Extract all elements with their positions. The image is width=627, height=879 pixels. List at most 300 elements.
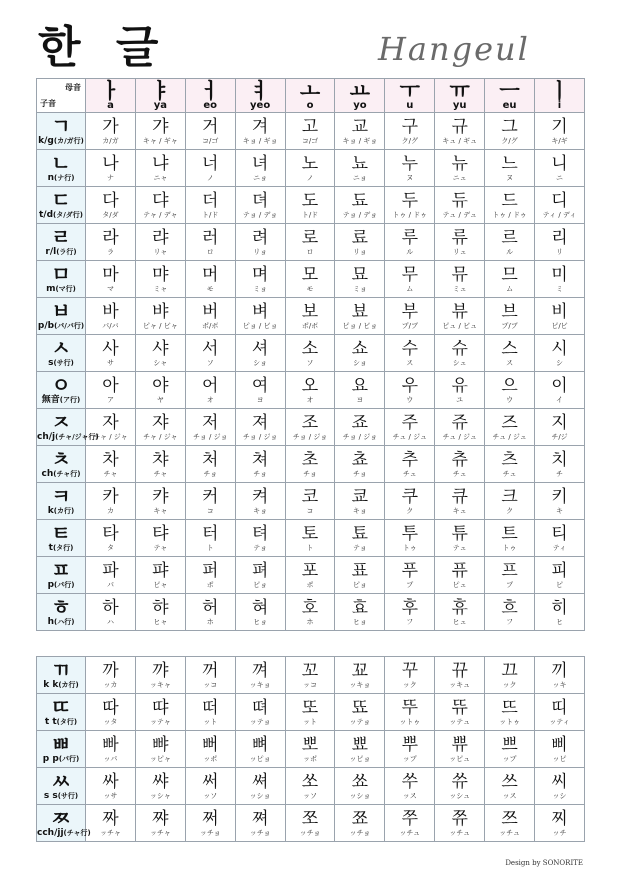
syllable-glyph: 무 — [401, 264, 418, 285]
syllable-kana: ッピョ — [249, 754, 271, 763]
syllable-glyph: 쪄 — [251, 808, 269, 829]
syllable-cell — [335, 113, 385, 150]
syllable-glyph: 캬 — [152, 486, 169, 507]
syllable-kana: ソ — [306, 358, 314, 367]
syllable-cell — [86, 657, 136, 694]
syllable-glyph: 허 — [202, 597, 219, 618]
page-title: 한 글 — [38, 22, 169, 73]
syllable-glyph: 부 — [401, 301, 418, 322]
consonant-glyph: ㅂ — [51, 299, 71, 323]
consonant-roman: p p — [42, 754, 59, 764]
syllable-glyph: 자 — [102, 412, 119, 433]
syllable-kana: テャ / デャ — [143, 210, 178, 219]
consonant-kana-row: (サ行) — [57, 792, 79, 800]
syllable-cell — [185, 261, 235, 298]
syllable-kana: プ/ブ — [401, 321, 418, 330]
syllable-cell — [235, 187, 285, 224]
syllable-glyph: 표 — [351, 560, 369, 581]
syllable-glyph: 댜 — [152, 190, 169, 211]
syllable-glyph: 껴 — [251, 660, 269, 681]
consonant-roman-line — [37, 506, 85, 516]
syllable-kana: ッチ — [552, 828, 567, 837]
syllable-kana: カ — [106, 506, 114, 515]
syllable-kana: ッチョ — [349, 828, 371, 837]
syllable-cell — [485, 557, 535, 594]
syllable-glyph: 서 — [202, 338, 219, 359]
syllable-cell — [385, 224, 435, 261]
syllable-kana: ス — [506, 358, 514, 367]
consonant-header — [37, 483, 86, 520]
vowel-header-yeo — [235, 79, 285, 113]
syllable-cell — [335, 372, 385, 409]
syllable-cell — [485, 520, 535, 557]
syllable-cell — [385, 372, 435, 409]
consonant-roman: p — [47, 580, 55, 590]
vowel-glyph: ㅕ — [249, 78, 271, 103]
vowel-glyph: ㅗ — [299, 78, 321, 103]
syllable-kana: ッカ — [103, 680, 118, 689]
syllable-cell — [135, 594, 185, 631]
consonant-row — [37, 483, 585, 520]
consonant-roman: t/d — [38, 210, 54, 220]
syllable-kana: シャ — [153, 358, 168, 367]
consonant-glyph: ㅅ — [51, 336, 71, 360]
syllable-glyph: 리 — [551, 227, 568, 248]
syllable-glyph: 여 — [251, 375, 269, 396]
syllable-kana: ピョ — [253, 580, 268, 589]
syllable-kana: ピュ / ビュ — [442, 321, 478, 330]
syllable-glyph: 며 — [251, 264, 269, 285]
consonant-kana-row: (カ行) — [58, 681, 79, 689]
syllable-cell — [485, 594, 535, 631]
syllable-cell — [385, 520, 435, 557]
syllable-glyph: 디 — [551, 190, 568, 211]
syllable-cell — [535, 594, 585, 631]
consonant-kana-row: (ハ行) — [54, 618, 75, 626]
syllable-glyph: 겨 — [251, 116, 269, 137]
syllable-cell — [335, 409, 385, 446]
syllable-glyph: 쎠 — [251, 771, 269, 792]
syllable-kana: ピョ / ビョ — [242, 321, 278, 330]
syllable-kana: イ — [556, 395, 563, 404]
consonant-roman-line — [37, 210, 85, 220]
syllable-glyph: 라 — [102, 227, 119, 248]
syllable-kana: ッコ — [303, 680, 317, 689]
syllable-kana: リョ — [253, 247, 268, 256]
syllable-kana: テャ — [153, 543, 168, 552]
syllable-kana: チョ / ジョ — [242, 432, 278, 441]
syllable-cell — [135, 657, 185, 694]
syllable-cell — [235, 731, 285, 768]
syllable-cell — [535, 409, 585, 446]
syllable-kana: ッテョ — [249, 717, 271, 726]
syllable-glyph: 포 — [301, 560, 319, 581]
syllable-kana: キュ / ギュ — [442, 136, 478, 145]
syllable-kana: ニ — [556, 173, 563, 182]
vowel-header-i — [535, 79, 585, 113]
consonant-glyph: ㅆ — [51, 769, 71, 793]
syllable-glyph: 브 — [501, 301, 518, 322]
syllable-cell — [435, 150, 485, 187]
syllable-kana: ヒョ — [352, 617, 367, 626]
consonant-roman-line — [37, 284, 85, 294]
syllable-cell — [385, 187, 435, 224]
syllable-cell — [485, 657, 535, 694]
syllable-kana: キョ / ギョ — [242, 136, 278, 145]
syllable-kana: コ/ゴ — [202, 136, 219, 145]
syllable-kana: ッシャ — [149, 791, 171, 800]
consonant-roman: ch — [41, 469, 54, 479]
syllable-glyph: 찌 — [551, 808, 568, 829]
consonant-roman-line — [37, 754, 85, 764]
syllable-glyph: 프 — [501, 560, 518, 581]
syllable-glyph: 보 — [301, 301, 319, 322]
syllable-kana: ッソ — [203, 791, 218, 800]
syllable-cell — [235, 446, 285, 483]
syllable-glyph: 쭈 — [401, 808, 418, 829]
syllable-glyph: 사 — [102, 338, 119, 359]
syllable-glyph: 쨔 — [152, 808, 169, 829]
syllable-cell — [285, 594, 335, 631]
consonant-glyph: ㄸ — [51, 695, 71, 719]
syllable-cell — [86, 483, 136, 520]
syllable-glyph: 마 — [102, 264, 119, 285]
syllable-cell — [135, 694, 185, 731]
syllable-cell — [335, 224, 385, 261]
syllable-glyph: 유 — [451, 375, 468, 396]
syllable-cell — [285, 409, 335, 446]
syllable-kana: ッキョ — [349, 680, 371, 689]
syllable-glyph: 어 — [202, 375, 219, 396]
syllable-glyph: 구 — [401, 116, 418, 137]
syllable-kana: カ/ガ — [102, 136, 119, 145]
syllable-glyph: 퍄 — [152, 560, 169, 581]
syllable-cell — [385, 557, 435, 594]
syllable-cell — [86, 694, 136, 731]
syllable-kana: チョ — [253, 469, 268, 478]
header-corner — [37, 79, 86, 113]
syllable-kana: ト — [206, 543, 214, 552]
syllable-glyph: 스 — [501, 338, 518, 359]
syllable-kana: ッティ — [549, 717, 570, 726]
syllable-glyph: 쮸 — [451, 808, 468, 829]
syllable-glyph: 투 — [401, 523, 418, 544]
syllable-kana: ック — [502, 680, 517, 689]
consonant-row — [37, 372, 585, 409]
vowel-glyph: ㅣ — [549, 78, 570, 103]
consonant-row — [37, 657, 585, 694]
consonant-kana-row: (チャ/ジャ行) — [55, 433, 99, 441]
syllable-cell — [185, 409, 235, 446]
syllable-kana: ッチュ — [399, 828, 421, 837]
syllable-cell — [435, 694, 485, 731]
syllable-cell — [335, 557, 385, 594]
syllable-kana: シュ — [452, 358, 467, 367]
consonant-header — [37, 409, 99, 446]
syllable-kana: ヌ — [506, 173, 514, 182]
syllable-cell — [535, 113, 585, 150]
syllable-glyph: 뚀 — [351, 697, 369, 718]
syllable-kana: ッピャ — [149, 754, 171, 763]
syllable-kana: ッポ — [203, 754, 218, 763]
syllable-glyph: 려 — [251, 227, 269, 248]
syllable-kana: ル — [506, 247, 514, 256]
syllable-cell — [135, 805, 185, 842]
syllable-cell — [535, 335, 585, 372]
syllable-glyph: 즈 — [501, 412, 518, 433]
syllable-glyph: 모 — [301, 264, 319, 285]
design-credit: Design by SONORITE — [505, 859, 583, 867]
syllable-glyph: 꺼 — [202, 660, 219, 681]
consonant-roman-line — [37, 432, 99, 442]
syllable-glyph: 큐 — [451, 486, 468, 507]
syllable-glyph: 셔 — [251, 338, 269, 359]
syllable-glyph: 나 — [102, 153, 119, 174]
syllable-cell — [335, 657, 385, 694]
syllable-kana: ッキャ — [149, 680, 171, 689]
syllable-glyph: 펴 — [251, 560, 269, 581]
syllable-cell — [135, 731, 185, 768]
syllable-kana: ク/グ — [501, 136, 518, 145]
syllable-glyph: 야 — [152, 375, 169, 396]
syllable-glyph: 뾰 — [351, 734, 369, 755]
syllable-kana: リ — [556, 247, 563, 256]
syllable-kana: チャ / ジャ — [143, 432, 178, 441]
syllable-cell — [285, 335, 335, 372]
syllable-cell — [86, 446, 136, 483]
syllable-kana: ミョ — [352, 284, 367, 293]
syllable-glyph: 챠 — [152, 449, 169, 470]
syllable-cell — [535, 261, 585, 298]
consonant-header — [37, 446, 86, 483]
syllable-cell — [335, 298, 385, 335]
consonant-roman-line — [37, 358, 85, 368]
syllable-cell — [185, 731, 235, 768]
syllable-cell — [185, 768, 235, 805]
syllable-glyph: 쵸 — [351, 449, 369, 470]
vowel-glyph: ㅜ — [399, 78, 420, 103]
syllable-cell — [535, 150, 585, 187]
consonant-roman-line — [37, 469, 85, 479]
syllable-kana: ノ — [306, 173, 314, 182]
vowel-roman: a — [107, 99, 114, 111]
consonant-roman: 無音 — [41, 395, 60, 405]
syllable-kana: ッス — [402, 791, 417, 800]
consonant-glyph: ㅊ — [51, 447, 71, 471]
syllable-cell — [285, 261, 335, 298]
consonant-header — [37, 520, 86, 557]
syllable-kana: ッキ — [552, 680, 567, 689]
syllable-cell — [285, 187, 335, 224]
vowel-header-yu — [435, 79, 485, 113]
consonant-row — [37, 187, 585, 224]
syllable-cell — [185, 694, 235, 731]
consonant-kana-row: (チャ行) — [63, 829, 91, 837]
syllable-kana: ッショ — [249, 791, 271, 800]
consonant-kana-row: (カ/ガ行) — [53, 137, 84, 145]
syllable-glyph: 싸 — [102, 771, 119, 792]
syllable-glyph: 햐 — [152, 597, 169, 618]
consonant-header — [37, 113, 86, 150]
syllable-cell — [135, 150, 185, 187]
consonant-kana-row: (サ行) — [53, 359, 74, 367]
syllable-glyph: 꺄 — [152, 660, 169, 681]
syllable-glyph: 코 — [301, 486, 319, 507]
syllable-kana: ニュ — [452, 173, 467, 182]
syllable-cell — [135, 483, 185, 520]
syllable-glyph: 러 — [202, 227, 219, 248]
syllable-kana: ミョ — [253, 284, 268, 293]
syllable-glyph: 노 — [301, 153, 319, 174]
syllable-glyph: 키 — [551, 486, 568, 507]
syllable-glyph: 하 — [102, 597, 119, 618]
syllable-kana: チョ — [303, 469, 317, 478]
vowel-roman: yeo — [250, 99, 271, 111]
syllable-cell — [485, 150, 535, 187]
syllable-glyph: 로 — [301, 227, 319, 248]
consonant-row — [37, 224, 585, 261]
syllable-cell — [435, 409, 485, 446]
consonant-roman-line — [37, 395, 85, 405]
syllable-kana: ロ — [206, 247, 214, 256]
syllable-cell — [185, 557, 235, 594]
syllable-cell — [485, 298, 535, 335]
syllable-glyph: 뷰 — [451, 301, 468, 322]
syllable-cell — [235, 805, 285, 842]
syllable-kana: テュ — [452, 543, 467, 552]
syllable-cell — [285, 768, 335, 805]
syllable-glyph: 쪼 — [301, 808, 319, 829]
consonant-roman-line — [37, 136, 85, 146]
syllable-kana: ッサ — [103, 791, 118, 800]
syllable-cell — [185, 298, 235, 335]
syllable-glyph: 므 — [501, 264, 518, 285]
syllable-kana: キャ / ギャ — [142, 136, 178, 145]
syllable-cell — [335, 446, 385, 483]
syllable-cell — [335, 187, 385, 224]
syllable-glyph: 이 — [551, 375, 568, 396]
syllable-cell — [435, 520, 485, 557]
consonant-header — [37, 731, 86, 768]
syllable-kana: シ — [556, 358, 563, 367]
syllable-glyph: 수 — [401, 338, 418, 359]
syllable-cell — [285, 557, 335, 594]
syllable-kana: ットゥ — [399, 717, 421, 726]
syllable-kana: フ — [406, 617, 414, 626]
syllable-glyph: 카 — [102, 486, 119, 507]
syllable-glyph: 푸 — [401, 560, 418, 581]
syllable-cell — [335, 694, 385, 731]
syllable-glyph: 트 — [501, 523, 518, 544]
syllable-glyph: 시 — [551, 338, 568, 359]
syllable-glyph: 까 — [102, 660, 119, 681]
syllable-cell — [185, 187, 235, 224]
syllable-kana: ッス — [502, 791, 517, 800]
syllable-glyph: 뱌 — [152, 301, 169, 322]
syllable-glyph: 샤 — [152, 338, 169, 359]
syllable-cell — [535, 187, 585, 224]
syllable-cell — [535, 805, 585, 842]
syllable-kana: ソ — [206, 358, 214, 367]
syllable-kana: ップ — [502, 754, 517, 763]
syllable-cell — [86, 768, 136, 805]
syllable-glyph: 꾜 — [351, 660, 369, 681]
syllable-kana: ショ — [352, 358, 367, 367]
syllable-kana: ポ — [206, 580, 214, 589]
syllable-cell — [535, 224, 585, 261]
syllable-kana: ホ — [206, 617, 214, 626]
syllable-cell — [535, 483, 585, 520]
consonant-glyph: ㅇ — [51, 373, 71, 397]
syllable-glyph: 짜 — [102, 808, 119, 829]
syllable-glyph: 쟈 — [152, 412, 169, 433]
consonant-glyph: ㄹ — [51, 225, 71, 249]
syllable-kana: ポ/ボ — [301, 321, 319, 330]
syllable-cell — [435, 446, 485, 483]
consonant-kana-row: (ラ行) — [56, 248, 77, 256]
syllable-kana: ム — [506, 284, 514, 293]
syllable-kana: モ — [306, 284, 314, 293]
syllable-glyph: 조 — [301, 412, 319, 433]
syllable-glyph: 저 — [202, 412, 219, 433]
syllable-cell — [86, 335, 136, 372]
syllable-kana: チョ — [203, 469, 218, 478]
syllable-glyph: 녀 — [251, 153, 269, 174]
syllable-kana: ウ — [506, 395, 514, 404]
syllable-cell — [235, 298, 285, 335]
syllable-glyph: 호 — [301, 597, 319, 618]
syllable-kana: ウ — [406, 395, 414, 404]
consonant-roman-line — [37, 617, 85, 627]
syllable-kana: ッタ — [103, 717, 118, 726]
syllable-cell — [235, 768, 285, 805]
syllable-cell — [385, 446, 435, 483]
syllable-kana: プ — [406, 580, 414, 589]
syllable-glyph: 두 — [401, 190, 418, 211]
syllable-glyph: 그 — [501, 116, 518, 137]
syllable-kana: テョ — [253, 543, 268, 552]
consonant-roman-line — [37, 543, 85, 553]
syllable-kana: ミャ — [153, 284, 168, 293]
consonant-kana-row: (マ行) — [55, 285, 76, 293]
syllable-cell — [485, 261, 535, 298]
syllable-glyph: 뿌 — [401, 734, 418, 755]
syllable-cell — [385, 113, 435, 150]
consonant-row — [37, 805, 585, 842]
syllable-kana: テョ / デョ — [342, 210, 378, 219]
vowel-roman: eu — [502, 99, 517, 111]
syllable-kana: テョ / デョ — [242, 210, 278, 219]
syllable-glyph: 처 — [202, 449, 219, 470]
syllable-cell — [485, 187, 535, 224]
syllable-cell — [385, 768, 435, 805]
syllable-kana: チョ — [353, 469, 367, 478]
syllable-kana: ップ — [402, 754, 417, 763]
syllable-cell — [435, 731, 485, 768]
consonant-roman-line — [37, 680, 85, 690]
consonant-roman: t t — [44, 717, 57, 727]
syllable-kana: チャ — [153, 469, 168, 478]
consonant-roman: p/b — [37, 321, 55, 331]
syllable-cell — [285, 372, 335, 409]
syllable-glyph: 쓰 — [501, 771, 518, 792]
syllable-glyph: 져 — [251, 412, 269, 433]
syllable-glyph: 루 — [401, 227, 418, 248]
syllable-kana: ッシ — [552, 791, 567, 800]
syllable-kana: チ/ジ — [551, 432, 568, 441]
syllable-glyph: 효 — [351, 597, 369, 618]
syllable-cell — [385, 261, 435, 298]
